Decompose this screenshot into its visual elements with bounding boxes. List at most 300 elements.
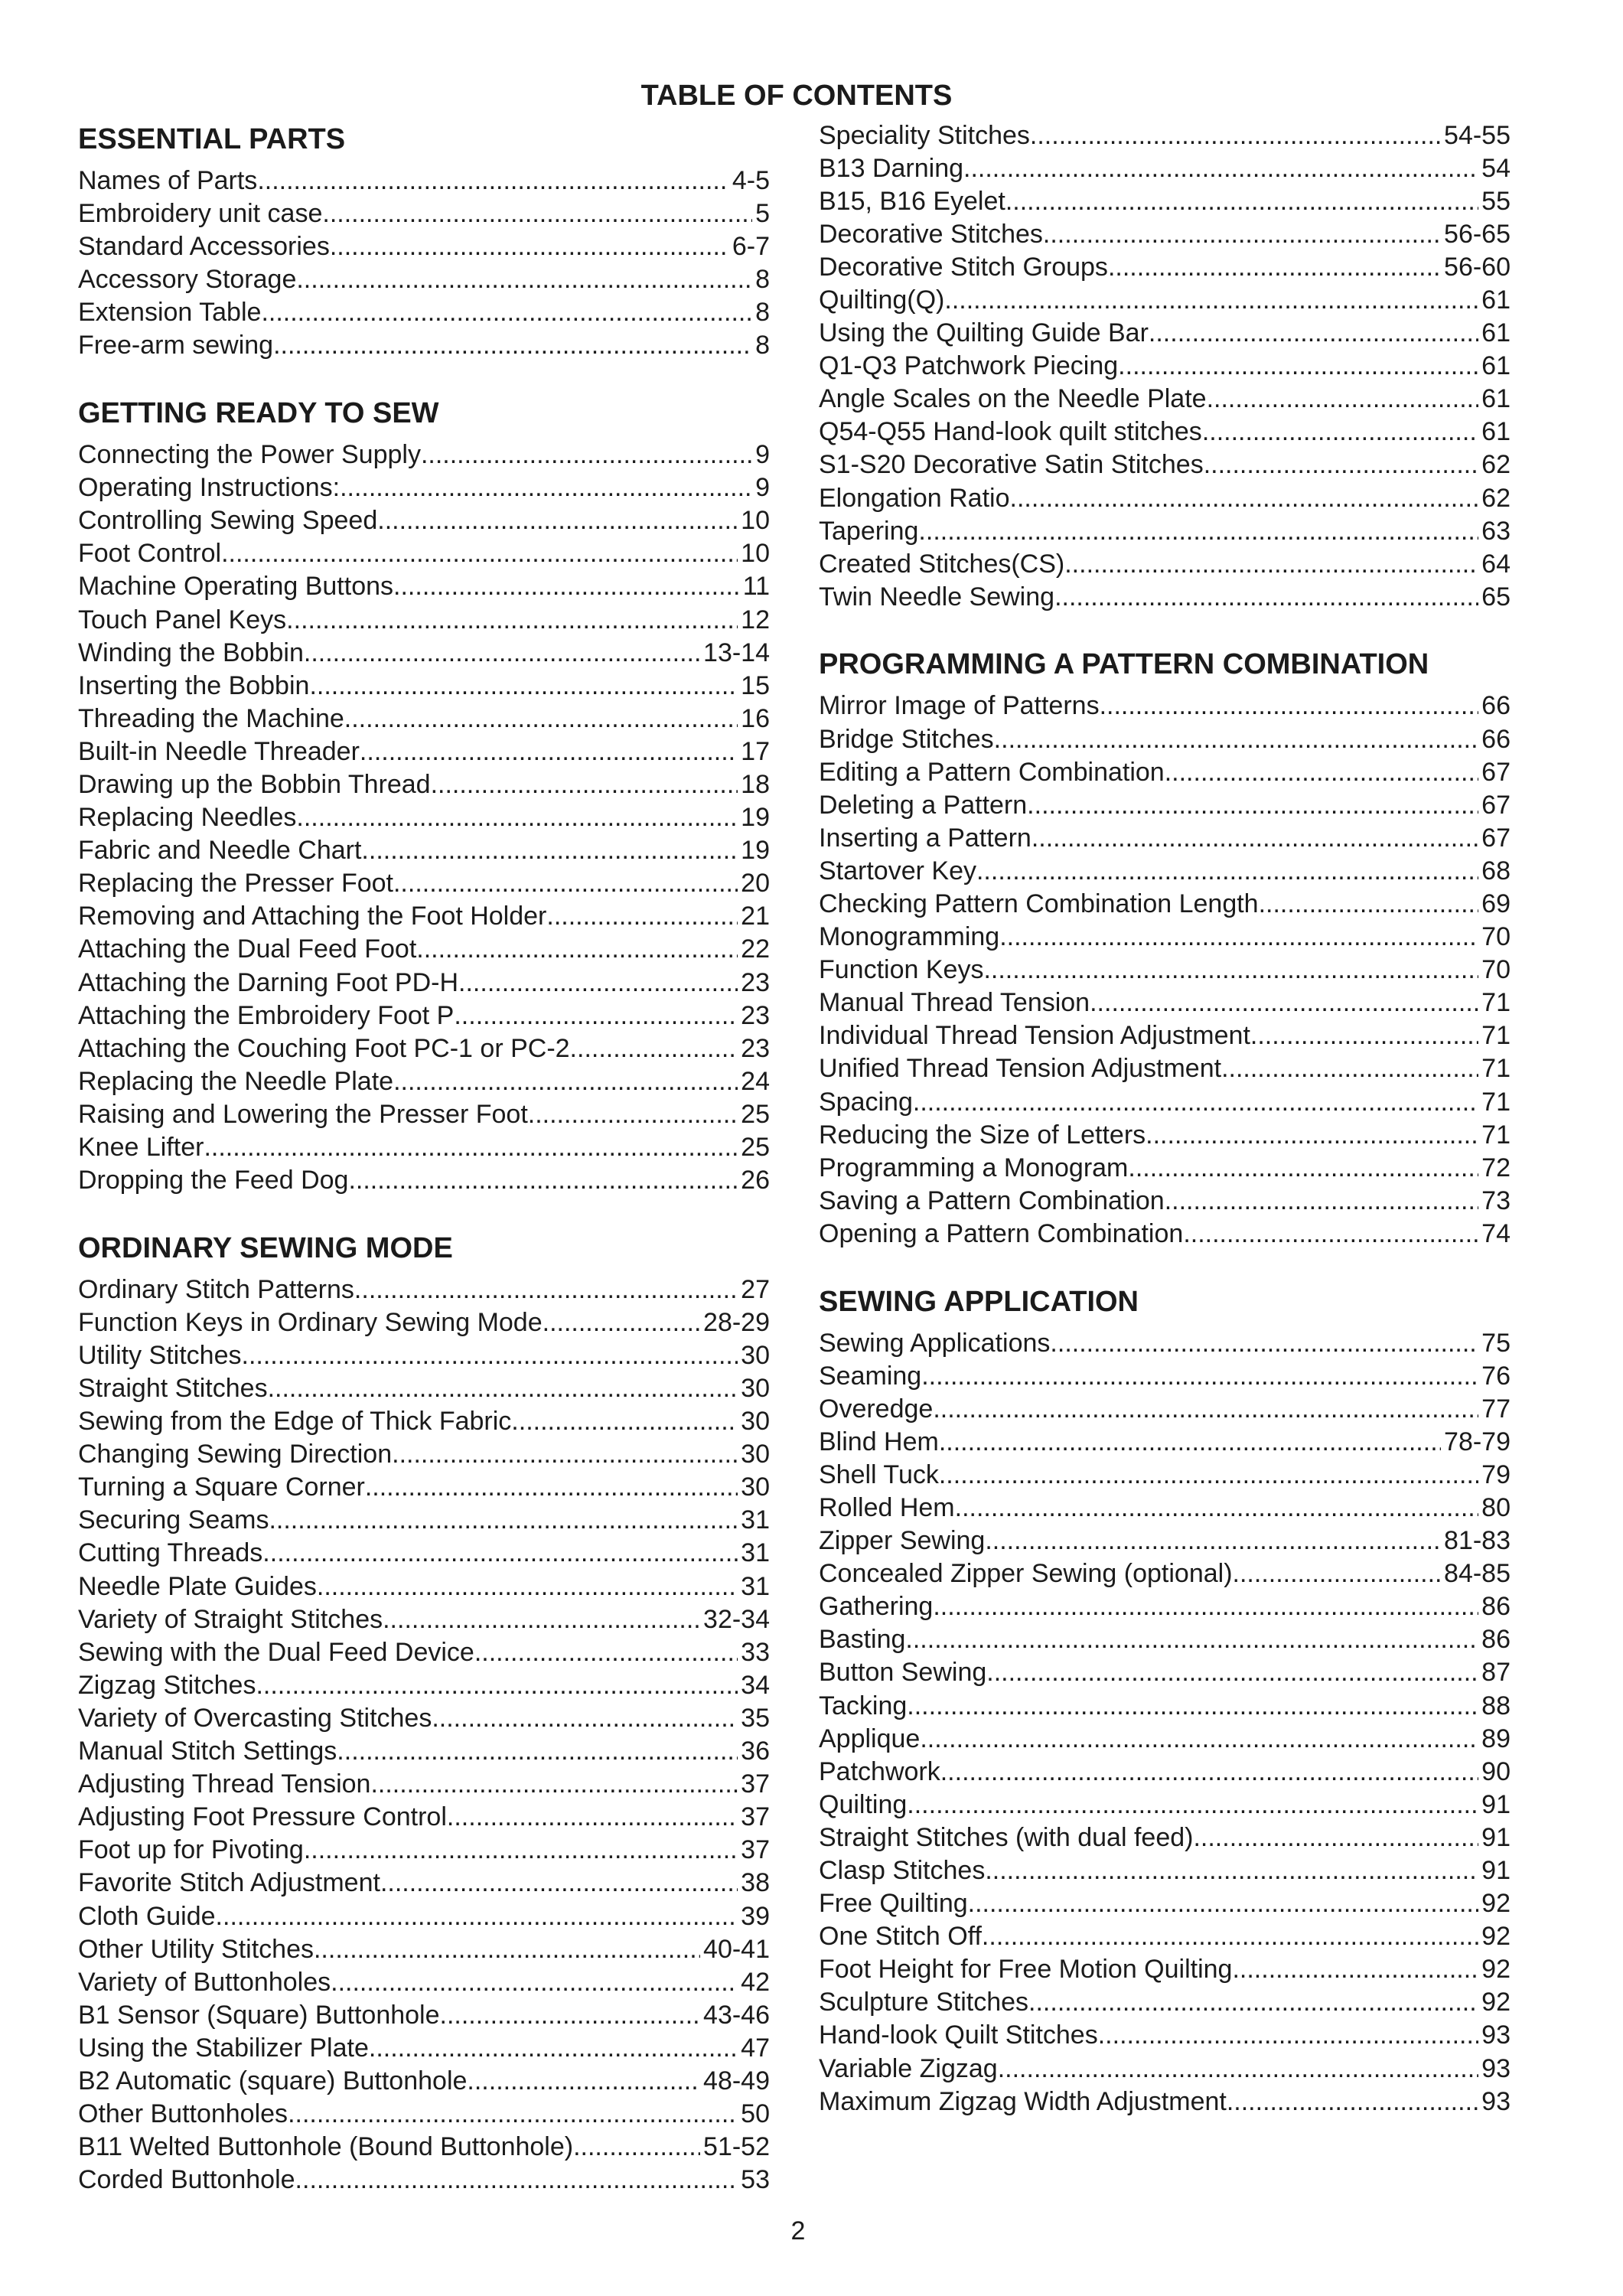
toc-entry-page: 66 (1481, 724, 1511, 754)
toc-entry-page: 6-7 (732, 232, 770, 262)
toc-entry (78, 1164, 770, 1197)
toc-entry (78, 1636, 770, 1669)
toc-entry-page: 27 (741, 1274, 770, 1304)
toc-entry (819, 1887, 1511, 1920)
toc-entry-title: Attaching the Darning Foot PD-H (78, 967, 459, 997)
dot-leader (913, 1086, 1478, 1119)
toc-entry (78, 1735, 770, 1768)
toc-entry-page: 11 (742, 572, 770, 602)
toc-entry-page: 24 (741, 1066, 770, 1096)
toc-entry (819, 2086, 1511, 2118)
dot-leader (1030, 119, 1441, 152)
toc-entry-page: 28-29 (703, 1307, 770, 1337)
toc-entry-title: Manual Stitch Settings (78, 1737, 337, 1766)
dot-leader (295, 2164, 738, 2197)
toc-entry-page: 63 (1481, 516, 1511, 546)
dot-leader (377, 504, 738, 537)
toc-entry (819, 152, 1511, 185)
dot-leader (288, 2098, 738, 2131)
toc-entry-title: Applique (819, 1724, 921, 1753)
toc-entry-page: 92 (1481, 1922, 1511, 1952)
toc-entry (78, 329, 770, 362)
toc-section (78, 1232, 770, 2197)
toc-entry-page: 31 (741, 1538, 770, 1568)
toc-entry-title: S1-S20 Decorative Satin Stitches (819, 450, 1204, 480)
toc-entry (78, 1867, 770, 1900)
toc-entry-title: Concealed Zipper Sewing (optional) (819, 1559, 1233, 1589)
dot-leader (432, 1702, 738, 1735)
toc-entry-title: Function Keys in Ordinary Sewing Mode (78, 1307, 543, 1337)
toc-entry-page: 91 (1481, 1856, 1511, 1885)
dot-leader (309, 670, 738, 703)
dot-leader (383, 1603, 700, 1636)
dot-leader (982, 1920, 1478, 1953)
toc-entry (819, 1920, 1511, 1953)
toc-entry-page: 84-85 (1444, 1559, 1511, 1589)
toc-entry-title: Controlling Sewing Speed (78, 506, 378, 536)
toc-entry-page: 68 (1481, 856, 1511, 885)
dot-leader (348, 1164, 738, 1197)
toc-entry-title: Changing Sewing Direction (78, 1440, 393, 1469)
dot-leader (1005, 185, 1478, 218)
toc-entry (819, 1656, 1511, 1689)
dot-leader (286, 604, 738, 637)
toc-entry-page: 91 (1481, 1789, 1511, 1819)
toc-entry-title: Maximum Zigzag Width Adjustment (819, 2086, 1227, 2116)
toc-entry-title: Straight Stitches (with dual feed) (819, 1822, 1194, 1852)
toc-entry-title: Monogramming (819, 922, 1000, 952)
toc-entry (819, 855, 1511, 888)
toc-entry-page: 73 (1481, 1186, 1511, 1215)
toc-entry (78, 1274, 770, 1306)
toc-entry (78, 1504, 770, 1537)
toc-entry-page: 19 (741, 836, 770, 866)
toc-entry-page: 4-5 (732, 166, 770, 195)
toc-entry-page: 8 (755, 298, 770, 328)
toc-entry-page: 61 (1481, 384, 1511, 414)
toc-entry-page: 30 (741, 1473, 770, 1502)
toc-entry-title: Removing and Attaching the Foot Holder (78, 902, 547, 931)
dot-leader (354, 1274, 738, 1306)
toc-entry-page: 70 (1481, 955, 1511, 985)
dot-leader (268, 1372, 738, 1405)
toc-entry-title: Dropping the Feed Dog (78, 1166, 349, 1195)
dot-leader (963, 152, 1478, 185)
toc-entry-page: 61 (1481, 318, 1511, 348)
dot-leader (940, 1756, 1478, 1789)
dot-leader (573, 2131, 700, 2164)
toc-entry (819, 1854, 1511, 1887)
section-heading: ESSENTIAL PARTS (78, 123, 346, 155)
toc-entry-title: Accessory Storage (78, 265, 297, 295)
toc-entry-page: 18 (741, 770, 770, 799)
dot-leader (1031, 822, 1478, 855)
toc-entry (78, 263, 770, 296)
toc-entry-title: Adjusting Foot Pressure Control (78, 1802, 447, 1832)
toc-entry-title: Saving a Pattern Combination (819, 1186, 1165, 1215)
toc-section (78, 397, 770, 1197)
toc-entry-page: 22 (741, 934, 770, 964)
toc-entry-title: Overedge (819, 1394, 934, 1424)
toc-entry-page: 39 (741, 1901, 770, 1931)
toc-entry-page: 67 (1481, 757, 1511, 787)
toc-entry (78, 1065, 770, 1098)
dot-leader (1165, 756, 1478, 789)
dot-leader (322, 197, 752, 230)
toc-entry (78, 1834, 770, 1867)
toc-entry-title: One Stitch Off (819, 1922, 982, 1952)
toc-entry-title: Cloth Guide (78, 1901, 216, 1931)
toc-entry-page: 31 (741, 1505, 770, 1535)
toc-entry-page: 86 (1481, 1625, 1511, 1655)
toc-entry-page: 72 (1481, 1153, 1511, 1182)
toc-entry-title: Straight Stitches (78, 1374, 268, 1403)
toc-entry-page: 37 (741, 1769, 770, 1799)
dot-leader (1064, 548, 1478, 581)
toc-entry-title: Replacing Needles (78, 803, 297, 833)
dot-leader (543, 1306, 700, 1339)
toc-entry (78, 1999, 770, 2032)
toc-entry-title: Startover Key (819, 856, 976, 885)
toc-entry-title: Spacing (819, 1087, 913, 1117)
toc-entry-page: 10 (741, 539, 770, 569)
toc-entry-title: B13 Darning (819, 153, 964, 183)
toc-entry-page: 9 (755, 473, 770, 503)
dot-leader (393, 867, 738, 900)
toc-entry-title: Knee Lifter (78, 1133, 204, 1163)
toc-entry (78, 2164, 770, 2197)
toc-entry (78, 2065, 770, 2098)
toc-entry-page: 8 (755, 331, 770, 360)
toc-entry-title: Variety of Buttonholes (78, 1967, 331, 1997)
dot-leader (999, 921, 1478, 954)
dot-leader (317, 1570, 738, 1603)
toc-entry-title: Tapering (819, 516, 919, 546)
toc-entry (819, 383, 1511, 416)
dot-leader (528, 1098, 738, 1131)
toc-entry-title: Corded Buttonhole (78, 2165, 295, 2195)
toc-entry-title: Inserting the Bobbin (78, 670, 310, 700)
dot-leader (269, 1504, 738, 1537)
toc-entry (78, 768, 770, 801)
dot-leader (447, 1801, 738, 1834)
toc-entry (819, 921, 1511, 954)
dot-leader (421, 439, 752, 471)
toc-entry (78, 703, 770, 735)
toc-entry-title: Raising and Lowering the Presser Foot (78, 1099, 528, 1129)
toc-entry-page: 40-41 (703, 1934, 770, 1964)
dot-leader (454, 1000, 738, 1032)
toc-entry (78, 471, 770, 504)
toc-entry-page: 80 (1481, 1492, 1511, 1522)
toc-entry (819, 482, 1511, 515)
toc-entry-page: 38 (741, 1868, 770, 1898)
toc-entry-title: Quilting (819, 1789, 908, 1819)
toc-entry (78, 1900, 770, 1933)
dot-leader (918, 515, 1478, 548)
toc-entry (819, 1052, 1511, 1085)
toc-entry-title: Variable Zigzag (819, 2053, 998, 2083)
toc-entry (819, 1986, 1511, 2019)
toc-entry-title: Needle Plate Guides (78, 1571, 317, 1601)
dot-leader (944, 284, 1478, 317)
toc-entry (78, 230, 770, 263)
toc-entry (78, 197, 770, 230)
toc-entry-page: 76 (1481, 1361, 1511, 1391)
toc-entry (78, 637, 770, 670)
toc-section (78, 123, 770, 363)
toc-entry (78, 967, 770, 1000)
dot-leader (1100, 690, 1479, 722)
dot-leader (304, 1834, 738, 1867)
toc-entry-page: 65 (1481, 582, 1511, 612)
toc-entry-title: Manual Thread Tension (819, 988, 1090, 1018)
toc-entry (819, 1690, 1511, 1723)
dot-leader (273, 329, 752, 362)
toc-entry-title: B11 Welted Buttonhole (Bound Buttonhole) (78, 2132, 574, 2162)
toc-entry-title: Sculpture Stitches (819, 1988, 1029, 2017)
dot-leader (1259, 888, 1479, 921)
toc-entry-title: Names of Parts (78, 166, 258, 195)
toc-entry-page: 62 (1481, 450, 1511, 480)
toc-entry-title: Elongation Ratio (819, 483, 1010, 513)
toc-entry-page: 26 (741, 1166, 770, 1195)
toc-entry (78, 439, 770, 471)
toc-entry-page: 48-49 (703, 2066, 770, 2095)
dot-leader (393, 570, 740, 603)
dot-leader (1010, 482, 1479, 515)
dot-leader (361, 834, 738, 867)
toc-entry-title: B15, B16 Eyelet (819, 186, 1005, 216)
dot-leader (1232, 1953, 1478, 1986)
toc-entry-page: 17 (741, 736, 770, 766)
toc-entry (78, 2098, 770, 2131)
toc-entry-title: Decorative Stitches (819, 219, 1043, 249)
toc-entry-title: Created Stitches(CS) (819, 549, 1065, 579)
dot-leader (296, 801, 738, 834)
toc-entry (819, 2053, 1511, 2086)
toc-entry (819, 515, 1511, 548)
dot-leader (257, 165, 729, 197)
toc-entry-title: Reducing the Size of Letters (819, 1120, 1146, 1150)
toc-entry (819, 1152, 1511, 1185)
dot-leader (1090, 987, 1478, 1019)
toc-entry-page: 30 (741, 1374, 770, 1403)
toc-entry (78, 1306, 770, 1339)
toc-entry-page: 13-14 (703, 638, 770, 667)
dot-leader (1149, 317, 1478, 350)
dot-leader (1183, 1218, 1478, 1251)
toc-entry-page: 25 (741, 1133, 770, 1163)
toc-entry-title: Zigzag Stitches (78, 1670, 256, 1700)
toc-entry-page: 5 (755, 199, 770, 229)
dot-leader (955, 1492, 1479, 1525)
dot-leader (431, 768, 738, 801)
toc-entry-page: 75 (1481, 1328, 1511, 1358)
toc-entry (78, 165, 770, 197)
dot-leader (216, 1900, 738, 1933)
toc-entry-page: 79 (1481, 1459, 1511, 1489)
toc-entry-title: Clasp Stitches (819, 1856, 986, 1885)
toc-entry (78, 1471, 770, 1504)
dot-leader (939, 1426, 1441, 1459)
toc-entry (78, 1537, 770, 1570)
toc-entry-page: 51-52 (703, 2132, 770, 2162)
toc-entry-title: Button Sewing (819, 1658, 987, 1688)
dot-leader (939, 1459, 1478, 1492)
toc-entry (78, 2032, 770, 2065)
dot-leader (921, 1360, 1478, 1393)
toc-entry-page: 67 (1481, 823, 1511, 853)
toc-entry-title: Basting (819, 1625, 906, 1655)
toc-entry-page: 54-55 (1444, 120, 1511, 150)
toc-entry-page: 91 (1481, 1822, 1511, 1852)
toc-entry-title: Using the Quilting Guide Bar (819, 318, 1149, 348)
dot-leader (985, 1854, 1478, 1887)
toc-entry (78, 2131, 770, 2164)
toc-entry-title: Decorative Stitch Groups (819, 252, 1108, 282)
toc-entry-title: Machine Operating Buttons (78, 572, 394, 602)
toc-entry (78, 1438, 770, 1471)
toc-entry-page: 93 (1481, 2053, 1511, 2083)
dot-leader (933, 1393, 1478, 1426)
toc-entry (819, 1723, 1511, 1756)
toc-entry-page: 33 (741, 1637, 770, 1667)
toc-entry-title: Touch Panel Keys (78, 605, 287, 634)
dot-leader (340, 471, 752, 504)
toc-entry (819, 2019, 1511, 2052)
toc-entry (819, 284, 1511, 317)
page-number: 2 (790, 2216, 806, 2245)
toc-entry (819, 119, 1511, 152)
toc-entry-title: Fabric and Needle Chart (78, 836, 362, 866)
toc-entry-page: 30 (741, 1340, 770, 1370)
toc-entry-title: Utility Stitches (78, 1340, 242, 1370)
toc-entry-page: 92 (1481, 1988, 1511, 2017)
toc-entry-title: Twin Needle Sewing (819, 582, 1055, 612)
toc-entry-page: 23 (741, 967, 770, 997)
toc-entry-title: B1 Sensor (Square) Buttonhole (78, 2000, 440, 2030)
toc-entry-page: 54 (1481, 153, 1511, 183)
toc-entry (819, 1821, 1511, 1854)
dot-leader (985, 1525, 1441, 1557)
toc-entry-title: Sewing with the Dual Feed Device (78, 1637, 474, 1667)
toc-entry (819, 1218, 1511, 1251)
toc-entry (78, 1098, 770, 1131)
toc-entry (78, 1966, 770, 1999)
toc-entry-page: 37 (741, 1802, 770, 1832)
toc-entry-page: 92 (1481, 1889, 1511, 1919)
toc-entry-page: 77 (1481, 1394, 1511, 1424)
dot-leader (370, 1768, 738, 1801)
toc-entry (819, 1953, 1511, 1986)
toc-entry-title: Cutting Threads (78, 1538, 263, 1568)
toc-entry (819, 1360, 1511, 1393)
toc-entry-title: Favorite Stitch Adjustment (78, 1868, 380, 1898)
toc-entry-title: Q54-Q55 Hand-look quilt stitches (819, 417, 1202, 447)
toc-entry-title: Shell Tuck (819, 1459, 939, 1489)
dot-leader (1118, 350, 1478, 383)
toc-entry-page: 20 (741, 869, 770, 899)
toc-entry (78, 296, 770, 329)
toc-entry-page: 8 (755, 265, 770, 295)
dot-leader (467, 2065, 700, 2098)
toc-entry-title: Turning a Square Corner (78, 1473, 365, 1502)
toc-entry-title: Adjusting Thread Tension (78, 1769, 371, 1799)
toc-entry-page: 86 (1481, 1592, 1511, 1622)
dot-leader (1204, 448, 1478, 481)
dot-leader (511, 1405, 738, 1438)
toc-entry-page: 69 (1481, 889, 1511, 918)
toc-entry (78, 1570, 770, 1603)
toc-entry-title: Standard Accessories (78, 232, 330, 262)
toc-entry-title: Variety of Straight Stitches (78, 1604, 383, 1634)
toc-entry-title: Seaming (819, 1361, 922, 1391)
toc-entry-title: Unified Thread Tension Adjustment (819, 1054, 1222, 1084)
dot-leader (546, 900, 738, 933)
toc-entry-page: 81-83 (1444, 1526, 1511, 1556)
toc-entry (819, 954, 1511, 987)
page-title: TABLE OF CONTENTS (640, 80, 953, 112)
dot-leader (968, 1887, 1479, 1920)
toc-entry (78, 504, 770, 537)
dot-leader (1207, 383, 1479, 416)
toc-entry-page: 74 (1481, 1218, 1511, 1248)
toc-entry-page: 67 (1481, 790, 1511, 820)
toc-entry (78, 1032, 770, 1065)
dot-leader (296, 263, 752, 296)
toc-entry (819, 548, 1511, 581)
toc-entry-page: 71 (1481, 988, 1511, 1018)
toc-entry-page: 71 (1481, 1021, 1511, 1051)
toc-entry-page: 47 (741, 2033, 770, 2063)
toc-entry-title: Attaching the Embroidery Foot P (78, 1000, 455, 1030)
dot-leader (976, 855, 1478, 888)
toc-entry (819, 1756, 1511, 1789)
dot-leader (262, 1537, 738, 1570)
toc-entry (78, 670, 770, 703)
toc-entry-page: 23 (741, 1033, 770, 1063)
toc-entry (819, 1086, 1511, 1119)
toc-entry (78, 570, 770, 603)
toc-entry (819, 1557, 1511, 1590)
toc-entry-page: 71 (1481, 1054, 1511, 1084)
dot-leader (1108, 251, 1441, 284)
dot-leader (998, 2053, 1478, 2086)
toc-entry (819, 581, 1511, 614)
dot-leader (907, 1690, 1478, 1723)
dot-leader (337, 1735, 738, 1768)
toc-entry-page: 53 (741, 2165, 770, 2195)
toc-entry-page: 19 (741, 803, 770, 833)
toc-entry-title: Mirror Image of Patterns (819, 691, 1100, 721)
toc-entry-page: 42 (741, 1967, 770, 1997)
toc-entry-page: 30 (741, 1407, 770, 1437)
toc-entry-page: 37 (741, 1835, 770, 1865)
toc-entry-title: Other Buttonholes (78, 2099, 288, 2129)
toc-entry (78, 1131, 770, 1164)
toc-entry (819, 987, 1511, 1019)
dot-leader (393, 1065, 738, 1098)
toc-entry-page: 10 (741, 506, 770, 536)
dot-leader (1227, 2086, 1478, 2118)
toc-entry-title: Sewing Applications (819, 1328, 1051, 1358)
toc-entry-page: 9 (755, 440, 770, 470)
toc-entry-title: Speciality Stitches (819, 120, 1030, 150)
toc-entry (819, 1525, 1511, 1557)
toc-entry-page: 23 (741, 1000, 770, 1030)
toc-entry (78, 1405, 770, 1438)
